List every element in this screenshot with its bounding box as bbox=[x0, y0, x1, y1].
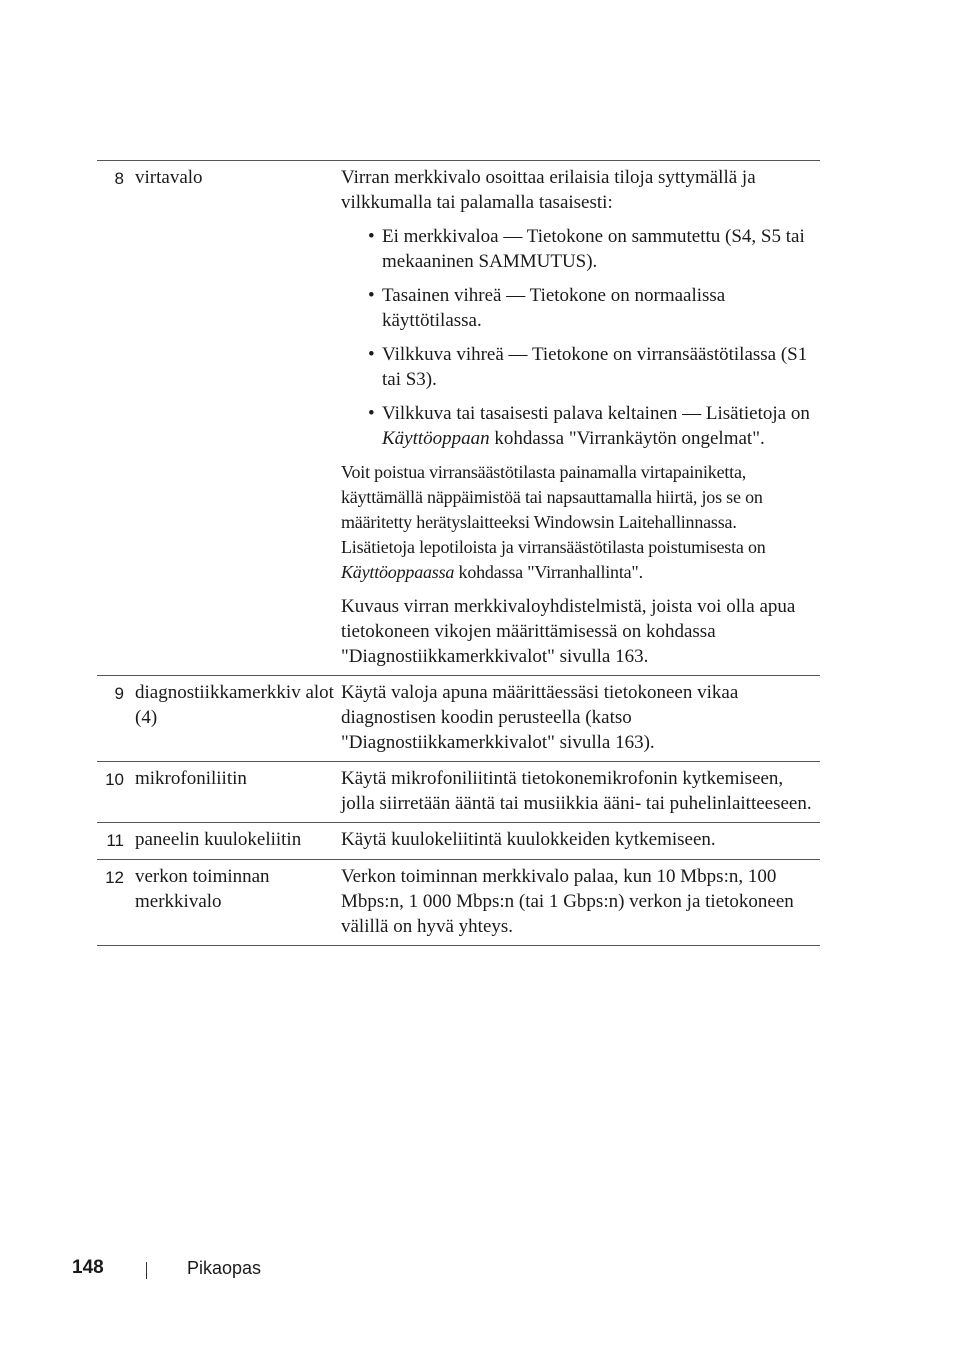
manual-reference: Käyttöoppaan bbox=[382, 428, 490, 449]
item-number: 12 bbox=[105, 868, 124, 887]
table-row bbox=[97, 676, 820, 762]
list-item: • Vilkkuva vihreä — Tietokone on virransäästötilassa (S1 tai S3). bbox=[368, 342, 814, 392]
status-list bbox=[341, 224, 814, 451]
list-item: • Tasainen vihreä — Tietokone on normaalissa käyttötilassa. bbox=[368, 283, 814, 333]
item-description bbox=[341, 165, 820, 669]
item-name: diagnostiikkamerkkiv alot (4) bbox=[135, 682, 334, 728]
item-name: mikrofoniliitin bbox=[135, 768, 247, 789]
item-number: 8 bbox=[114, 169, 124, 188]
table-row bbox=[97, 762, 820, 823]
item-number: 9 bbox=[114, 684, 124, 703]
feature-table bbox=[97, 160, 820, 946]
item-description: Verkon toiminnan merkkivalo palaa, kun 10 Mbps:n, 100 Mbps:n, 1 000 Mbps:n (tai 1 Gbps:n) verkon ja tietokoneen välillä on hyvä yhteys. bbox=[341, 866, 794, 937]
list-item-text: Vilkkuva tai tasaisesti palava keltainen — Lisätietoja on bbox=[382, 403, 810, 424]
item-description: Käytä valoja apuna määrittäessäsi tietokoneen vikaa diagnostisen koodin perusteella (katso "Diagnostiikkamerkkivalot" sivulla 163). bbox=[341, 682, 739, 753]
item-number: 10 bbox=[105, 770, 124, 789]
item-description: Käytä mikrofoniliitintä tietokonemikrofonin kytkemiseen, jolla siirretään ääntä tai musiikkia ääni- tai puhelinlaitteeseen. bbox=[341, 768, 812, 814]
item-name: virtavalo bbox=[135, 167, 203, 188]
description-paragraph bbox=[341, 460, 814, 585]
list-item bbox=[368, 401, 814, 451]
item-number: 11 bbox=[106, 831, 124, 850]
description-intro: Virran merkkivalo osoittaa erilaisia tiloja syttymällä ja vilkkumalla tai palamalla tasaisesti: bbox=[341, 167, 756, 213]
page-number: 148 bbox=[72, 1257, 104, 1278]
item-name: verkon toiminnan merkkivalo bbox=[135, 866, 270, 912]
item-description: Käytä kuulokeliitintä kuulokkeiden kytkemiseen. bbox=[341, 829, 716, 850]
manual-reference: Käyttöoppaassa bbox=[341, 562, 455, 582]
footer-divider bbox=[146, 1262, 147, 1279]
description-paragraph: Kuvaus virran merkkivaloyhdistelmistä, joista voi olla apua tietokoneen vikojen määrittämisessä on kohdassa "Diagnostiikkamerkkivalot" sivulla 163. bbox=[341, 596, 796, 667]
paragraph-text: kohdassa "Virranhallinta". bbox=[454, 562, 643, 582]
paragraph-text: Voit poistua virransäästötilasta painamalla virtapainiketta, käyttämällä näppäimistöä tai napsauttamalla hiirtä, jos se on määritetty herätyslaitteeksi Windowsin Laitehallinnassa. Lisätietoja lepotiloista ja virransäästötilasta poistumisesta on bbox=[341, 462, 766, 557]
table-row bbox=[97, 823, 820, 860]
table-row bbox=[97, 161, 820, 676]
table-row bbox=[97, 860, 820, 946]
list-item-text: kohdassa "Virrankäytön ongelmat". bbox=[489, 428, 765, 449]
document-title: Pikaopas bbox=[187, 1258, 262, 1278]
list-item: • Ei merkkivaloa — Tietokone on sammutettu (S4, S5 tai mekaaninen SAMMUTUS). bbox=[368, 224, 814, 274]
item-name: paneelin kuulokeliitin bbox=[135, 829, 302, 850]
